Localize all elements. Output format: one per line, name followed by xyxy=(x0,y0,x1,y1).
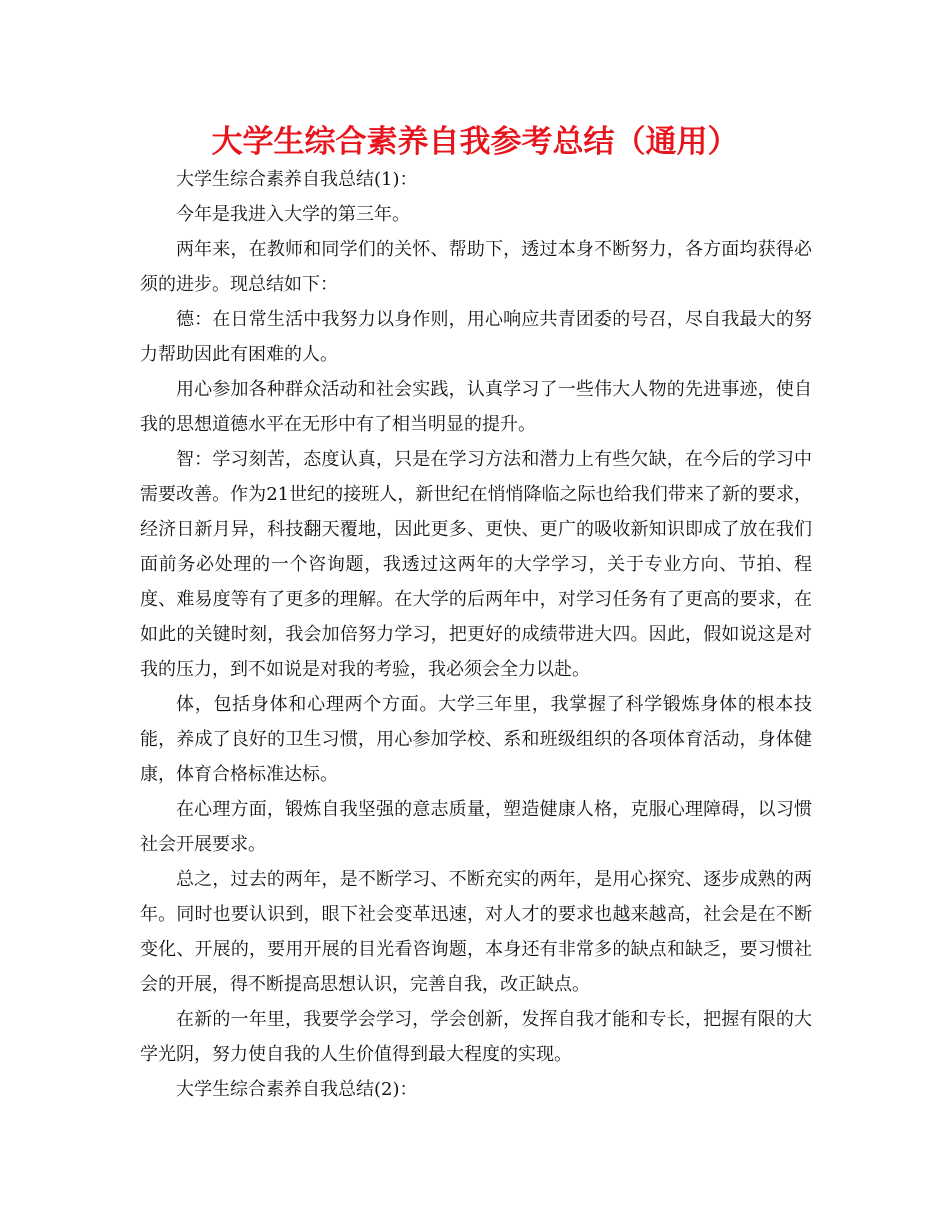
paragraph-summary: 总之，过去的两年，是不断学习、不断充实的两年，是用心探究、逐步成熟的两年。同时也要认识到，眼下社会变革迅速，对人才的要求也越来越高，社会是在不断变化、开展的，要用开展的目光看咨询题，本身还有非常多的缺点和缺乏，要习惯社会的开展，得不断提高思想认识，完善自我，改正缺点。 xyxy=(140,869,812,995)
paragraph-psychology: 在心理方面，锻炼自我坚强的意志质量，塑造健康人格，克服心理障碍，以习惯社会开展要求。 xyxy=(140,799,812,855)
paragraph-intellect: 智：学习刻苦，态度认真，只是在学习方法和潜力上有些欠缺，在今后的学习中需要改善。作为21世纪的接班人，新世纪在悄悄降临之际也给我们带来了新的要求，经济日新月异，科技翻天覆地，因此更多、更快、更广的吸收新知识即成了放在我们面前务必处理的一个咨询题，我透过这两年的大学学习，关于专业方向、节拍、程度、难易度等有了更多的理解。在大学的后两年中，对学习任务有了更高的要求，在如此的关键时刻，我会加倍努力学习，把更好的成绩带进大四。因此，假如说这是对我的压力，到不如说是对我的考验，我必须会全力以赴。 xyxy=(140,449,812,680)
document-title: 大学生综合素养自我参考总结（通用） xyxy=(211,124,739,160)
paragraph-morality: 德：在日常生活中我努力以身作则，用心响应共青团委的号召，尽自我最大的努力帮助因此有困难的人。 xyxy=(140,309,812,365)
paragraph-intro: 今年是我进入大学的第三年。 xyxy=(176,204,410,225)
paragraph-section-heading-1: 大学生综合素养自我总结(1)： xyxy=(176,169,418,190)
paragraph-overview: 两年来，在教师和同学们的关怀、帮助下，透过本身不断努力，各方面均获得必须的进步。现总结如下： xyxy=(140,239,812,295)
paragraph-new-year: 在新的一年里，我要学会学习，学会创新，发挥自我才能和专长，把握有限的大学光阴，努力使自我的人生价值得到最大程度的实现。 xyxy=(140,1009,812,1065)
paragraph-section-heading-2: 大学生综合素养自我总结(2)： xyxy=(176,1079,418,1100)
paragraph-physical: 体，包括身体和心理两个方面。大学三年里，我掌握了科学锻炼身体的根本技能，养成了良好的卫生习惯，用心参加学校、系和班级组织的各项体育活动，身体健康，体育合格标准达标。 xyxy=(140,694,812,785)
document-body xyxy=(140,162,812,1107)
paragraph-practice: 用心参加各种群众活动和社会实践，认真学习了一些伟大人物的先进事迹，使自我的思想道德水平在无形中有了相当明显的提升。 xyxy=(140,379,812,435)
